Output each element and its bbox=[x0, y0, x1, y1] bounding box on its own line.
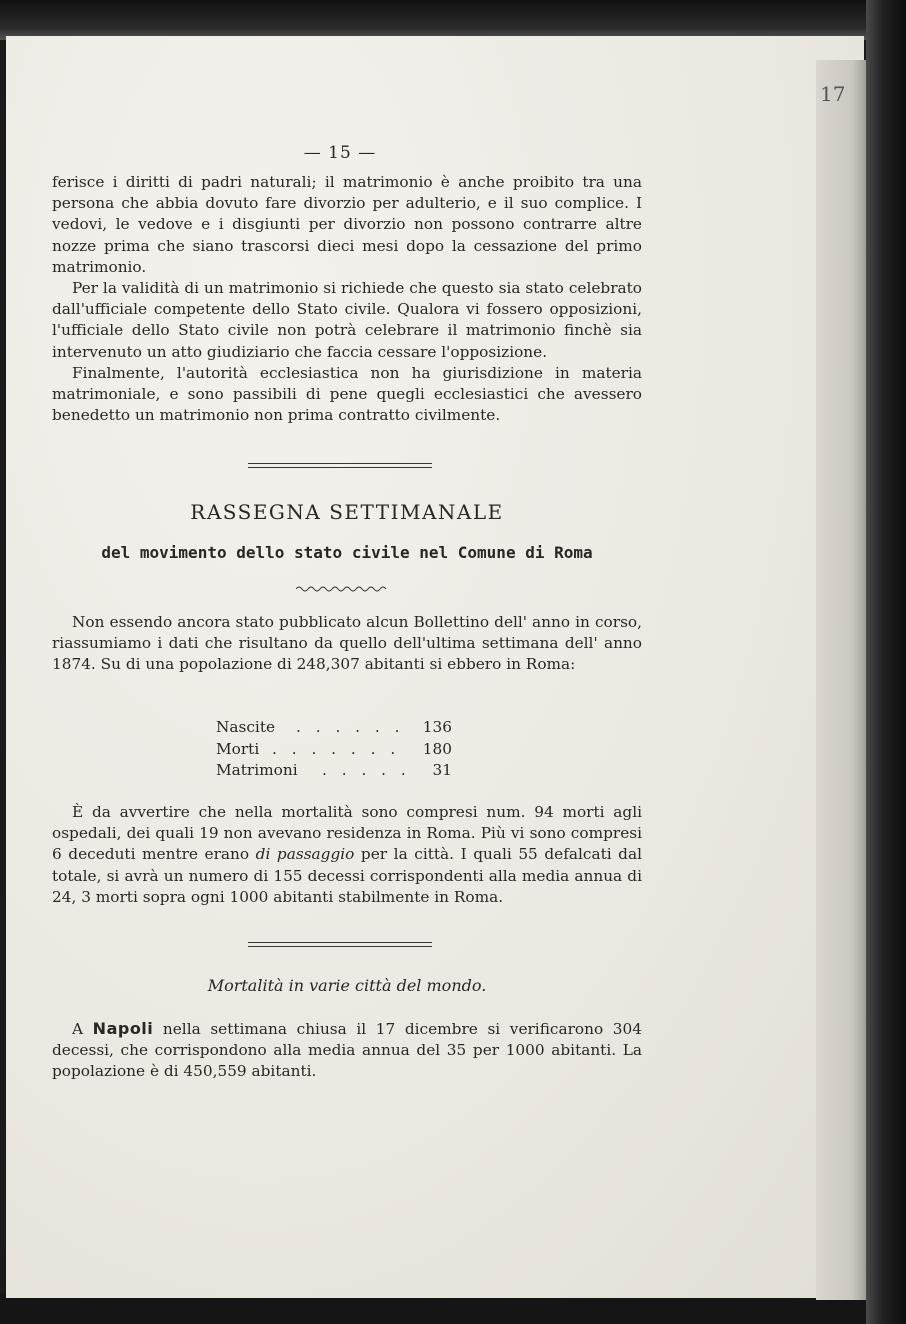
note-paragraph bbox=[52, 802, 642, 908]
adjacent-page-number: 17 bbox=[820, 82, 846, 106]
section-title: RASSEGNA SETTIMANALE bbox=[190, 500, 504, 524]
mortality-title: Mortalità in varie città del mondo. bbox=[207, 976, 487, 995]
note-text-end: per la città. I quali 55 defalcati dal totale, si avrà un numero di 155 decessi corrispondenti alla media annua di 24, 3 morti sopra ogni 1000 abitanti stabilmente in Roma. bbox=[52, 845, 642, 906]
body-text-top bbox=[52, 172, 642, 426]
paragraph-1: ferisce i diritti di padri naturali; il matrimonio è anche proibito tra una persona che abbia dovuto fare divorzio per adulterio, e il suo complice. I vedovi, le vedove e i disgiunti per divorzio non possono contrarre altre nozze prima che siano trascorsi dieci mesi dopo la cessazione del primo matrimonio. bbox=[52, 173, 642, 276]
stat-value: 136 bbox=[422, 718, 452, 736]
note-italic: di passaggio bbox=[255, 845, 355, 864]
section-rule-top bbox=[248, 463, 432, 468]
section-subtitle: del movimento dello stato civile nel Comune di Roma bbox=[101, 543, 593, 562]
stat-label: Nascite bbox=[216, 718, 276, 736]
stat-leader: . . . . . . . bbox=[272, 739, 401, 758]
intro-paragraph: Non essendo ancora stato pubblicato alcun Bollettino dell' anno in corso, riassumiamo i dati che risultano da quello dell'ultima settimana dell' anno 1874. Su di una popolazione di 248,307 abitanti si ebbero in Roma: bbox=[52, 613, 642, 674]
stat-label: Morti bbox=[216, 739, 260, 758]
mortality-lead: A bbox=[72, 1020, 93, 1038]
stat-value: 31 bbox=[432, 761, 452, 779]
stat-label: Matrimoni bbox=[216, 761, 298, 779]
stat-row-morti bbox=[216, 739, 456, 761]
stat-row-matrimoni bbox=[216, 760, 456, 782]
note-text-start: È da avvertire che nella mortalità sono compresi num. 94 morti agli ospedali, dei quali 19 non avevano residenza in Roma. Più vi sono compresi 6 deceduti mentre erano bbox=[52, 803, 642, 864]
stat-leader: . . . . . bbox=[322, 761, 411, 779]
city-name: Napoli bbox=[92, 1019, 154, 1038]
adjacent-page-edge bbox=[816, 60, 868, 1300]
ornament-squiggle bbox=[296, 585, 388, 593]
mortality-paragraph bbox=[52, 1018, 642, 1083]
scan-border-right bbox=[866, 0, 906, 1324]
stat-row-nascite bbox=[216, 717, 456, 739]
stat-value: 180 bbox=[422, 739, 452, 758]
scan-border-bottom bbox=[0, 1294, 906, 1324]
page-number: — 15 — bbox=[303, 143, 377, 163]
paragraph-3: Finalmente, l'autorità ecclesiastica non ha giurisdizione in materia matrimoniale, e sono passibili di pene quegli ecclesiastici che avessero benedetto un matrimonio non prima contratto civilmente. bbox=[52, 363, 642, 425]
stats-table bbox=[216, 717, 456, 782]
stat-leader: . . . . . . bbox=[296, 718, 405, 736]
section-rule-bottom bbox=[248, 942, 432, 947]
scan-border-top bbox=[0, 0, 906, 40]
mortality-text: nella settimana chiusa il 17 dicembre si verificarono 304 decessi, che corrispondono alla media annua del 35 per 1000 abitanti. La popolazione è di 450,559 abitanti. bbox=[52, 1020, 642, 1081]
paragraph-2: Per la validità di un matrimonio si richiede che questo sia stato celebrato dall'ufficiale competente dello Stato civile. Qualora vi fossero opposizioni, l'ufficiale dello Stato civile non potrà celebrare il matrimonio finchè sia intervenuto un atto giudiziario che faccia cessare l'opposizione. bbox=[52, 279, 642, 361]
